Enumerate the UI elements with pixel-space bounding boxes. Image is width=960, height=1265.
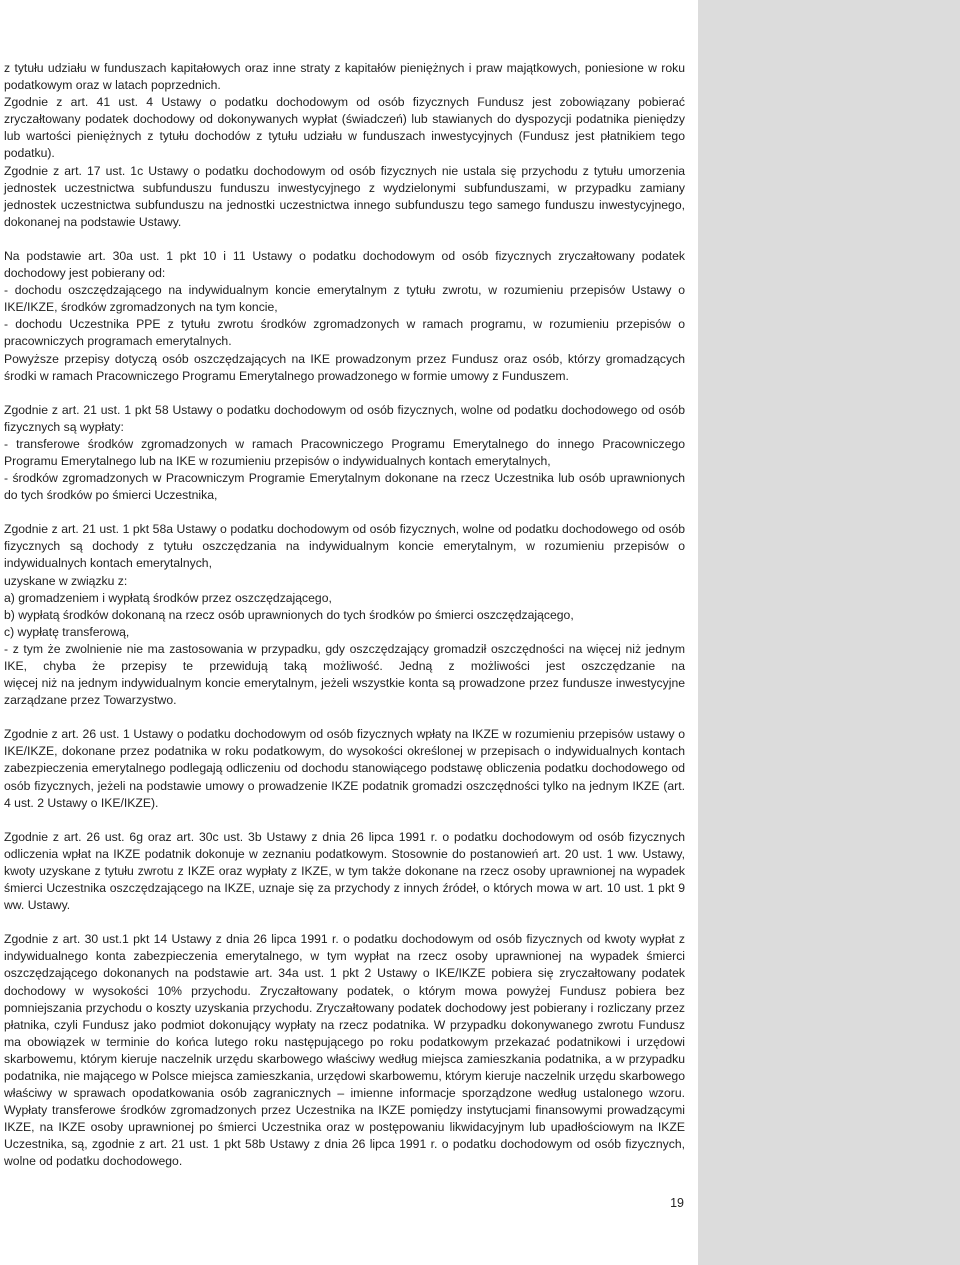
list-intro: uzyskane w związku z:: [4, 573, 128, 588]
list-item: b) wypłatą środków dokonaną na rzecz osób uprawnionych do tych środków po śmierci oszczędzającego,: [4, 607, 574, 622]
document-body: [4, 60, 685, 1171]
side-panel: [698, 0, 960, 1265]
paragraph-art-17: Zgodnie z art. 17 ust. 1c Ustawy o podatku dochodowym od osób fizycznych nie ustala się przychodu z tytułu umorzenia jednostek uczestnictwa subfunduszu funduszu inwestycyjnego z wydzielonymi subfunduszami, w przypadku zamiany jednostek uczestnictwa subfunduszu na jednostki uczestnictwa innego subfunduszu tego samego funduszu inwestycyjnego, dokonanej na podstawie Ustawy.: [4, 163, 685, 229]
paragraph-carryover: z tytułu udziału w funduszach kapitałowych oraz inne straty z kapitałów pieniężnych i praw majątkowych, poniesione w roku podatkowym oraz w latach poprzednich.: [4, 61, 685, 93]
paragraph-exemption-cont: więcej niż na jednym indywidualnym koncie emerytalnym, jeżeli wszystkie konta są prowadzone przez fundusze inwestycyjne zarządzane przez Towarzystwo.: [4, 676, 685, 708]
list-item: - dochodu oszczędzającego na indywidualnym koncie emerytalnym z tytułu zwrotu, w rozumieniu przepisów Ustawy o IKE/IKZE, środków zgromadzonych na tym koncie,: [4, 283, 685, 315]
paragraph-art-26-ust-1: Zgodnie z art. 26 ust. 1 Ustawy o podatku dochodowym od osób fizycznych wpłaty na IKZE w rozumieniu przepisów ustawy o IKE/IKZE, dokonane przez podatnika w roku podatkowym, do wysokości określonej w przepisach o indywidualnych kontach zabezpieczenia emerytalnego podlegają odliczeniu od dochodu stanowiącego podstawę obliczenia podatku dochodowego od osób fizycznych, jeżeli na podstawie umowy o prowadzenie IKZE podatnik gromadzi oszczędności tylko na jednym IKZE (art. 4 ust. 2 Ustawy o IKE/IKZE).: [4, 727, 685, 810]
list-item: - środków zgromadzonych w Pracowniczym Programie Emerytalnym dokonane na rzecz Uczestnika lub osób uprawnionych do tych środków po śmierci Uczestnika,: [4, 471, 685, 503]
list-item: a) gromadzeniem i wypłatą środków przez oszczędzającego,: [4, 590, 332, 605]
list-item: - dochodu Uczestnika PPE z tytułu zwrotu środków zgromadzonych w ramach programu, w rozumieniu przepisów o pracowniczych programach emerytalnych.: [4, 317, 685, 349]
paragraph-art-21-pkt-58a: Zgodnie z art. 21 ust. 1 pkt 58a Ustawy o podatku dochodowym od osób fizycznych, wolne od podatku dochodowego od osób fizycznych są dochody z tytułu oszczędzania na indywidualnym koncie emerytalnym, w rozumieniu przepisów o indywidualnych kontach emerytalnych,: [4, 522, 685, 571]
paragraph-art-41: Zgodnie z art. 41 ust. 4 Ustawy o podatku dochodowym od osób fizycznych Fundusz jest zobowiązany pobierać zryczałtowany podatek dochodowy od dokonywanych wypłat (świadczeń) lub stawianych do dyspozycji podatnika pieniędzy lub wartości pieniężnych z tytułu dochodów z tytułu udziału w funduszach inwestycyjnych (Fundusz jest płatnikiem tego podatku).: [4, 95, 685, 161]
paragraph-exemption: - z tym że zwolnienie nie ma zastosowania w przypadku, gdy oszczędzający gromadził oszczędności na więcej niż jednym IKE, chyba że przepisy te przewidują taką możliwość. Jedną z możliwości jest oszczędzanie na: [4, 641, 685, 673]
paragraph-ike-note: Powyższe przepisy dotyczą osób oszczędzających na IKE prowadzonym przez Fundusz oraz osób, którzy gromadzących środki w ramach Pracowniczego Programu Emerytalnego prowadzonego w formie umowy z Funduszem.: [4, 351, 685, 383]
paragraph-art-30: Zgodnie z art. 30 ust.1 pkt 14 Ustawy z dnia 26 lipca 1991 r. o podatku dochodowym od osób fizycznych od kwoty wypłat z indywidualnego konta zabezpieczenia emerytalnego, w tym wypłat na rzecz osoby uprawnionej na wypadek śmierci oszczędzającego dokonanych na podstawie art. 34a ust. 1 pkt 2 Ustawy o IKE/IKZE pobiera się zryczałtowany podatek dochodowy w wysokości 10% przychodu. Zryczałtowany podatek, o którym mowa powyżej Fundusz pobiera bez pomniejszania przychodu o koszty uzyskania przychodu. Zryczałtowany podatek dochodowy jest pobierany i rozliczany przez płatnika, czyli Fundusz jako podmiot dokonujący wypłaty na rzecz podatnika. W przypadku dokonywanego zwrotu Fundusz ma obowiązek w terminie do końca lutego roku następującego po roku podatkowym przekazać podatnikowi i urzędowi skarbowemu, którym kieruje naczelnik urzędu skarbowego właściwy według miejsca zamieszkania podatnika, a w przypadku podatnika, nie mającego w Polsce miejsca zamieszkania, urzędowi skarbowemu, którym kieruje naczelnik urzędu skarbowego właściwy w sprawach opodatkowania osób zagranicznych – imienne informacje sporządzone według ustalonego wzoru. Wypłaty transferowe środków zgromadzonych przez Uczestnika na IKZE pomiędzy instytucjami finansowymi prowadzącymi IKZE, na IKZE osoby uprawnionej po śmierci Uczestnika oraz w postępowaniu likwidacyjnym lub upadłościowym na IKZE Uczestnika, są, zgodnie z art. 21 ust. 1 pkt 58b Ustawy z dnia 26 lipca 1991 r. o podatku dochodowym od osób fizycznych, wolne od podatku dochodowego.: [4, 932, 685, 1169]
page-number: 19: [670, 1196, 684, 1210]
list-item: - transferowe środków zgromadzonych w ramach Pracowniczego Programu Emerytalnego do innego Pracowniczego Programu Emerytalnego lub na IKE w rozumieniu przepisów o indywidualnych kontach emerytalnych,: [4, 436, 685, 468]
list-item: c) wypłatę transferową,: [4, 624, 130, 639]
paragraph-art-21-pkt-58: Zgodnie z art. 21 ust. 1 pkt 58 Ustawy o podatku dochodowym od osób fizycznych, wolne od podatku dochodowego od osób fizycznych są wypłaty:: [4, 402, 685, 434]
paragraph-art-26-ust-6g: Zgodnie z art. 26 ust. 6g oraz art. 30c ust. 3b Ustawy z dnia 26 lipca 1991 r. o podatku dochodowym od osób fizycznych odliczenia wpłat na IKZE podatnik dokonuje w zeznaniu podatkowym. Stosownie do postanowień art. 20 ust. 1 ww. Ustawy, kwoty uzyskane z tytułu zwrotu z IKZE oraz wypłaty z IKZE, w tym także dokonane na rzecz osoby uprawnionej na wypadek śmierci Uczestnika oszczędzającego na IKZE, uznaje się za przychody z innych źródeł, o których mowa w art. 10 ust. 1 pkt 9 ww. Ustawy.: [4, 829, 685, 913]
paragraph-art-30a: Na podstawie art. 30a ust. 1 pkt 10 i 11 Ustawy o podatku dochodowym od osób fizycznych zryczałtowany podatek dochodowy jest pobierany od:: [4, 248, 685, 281]
